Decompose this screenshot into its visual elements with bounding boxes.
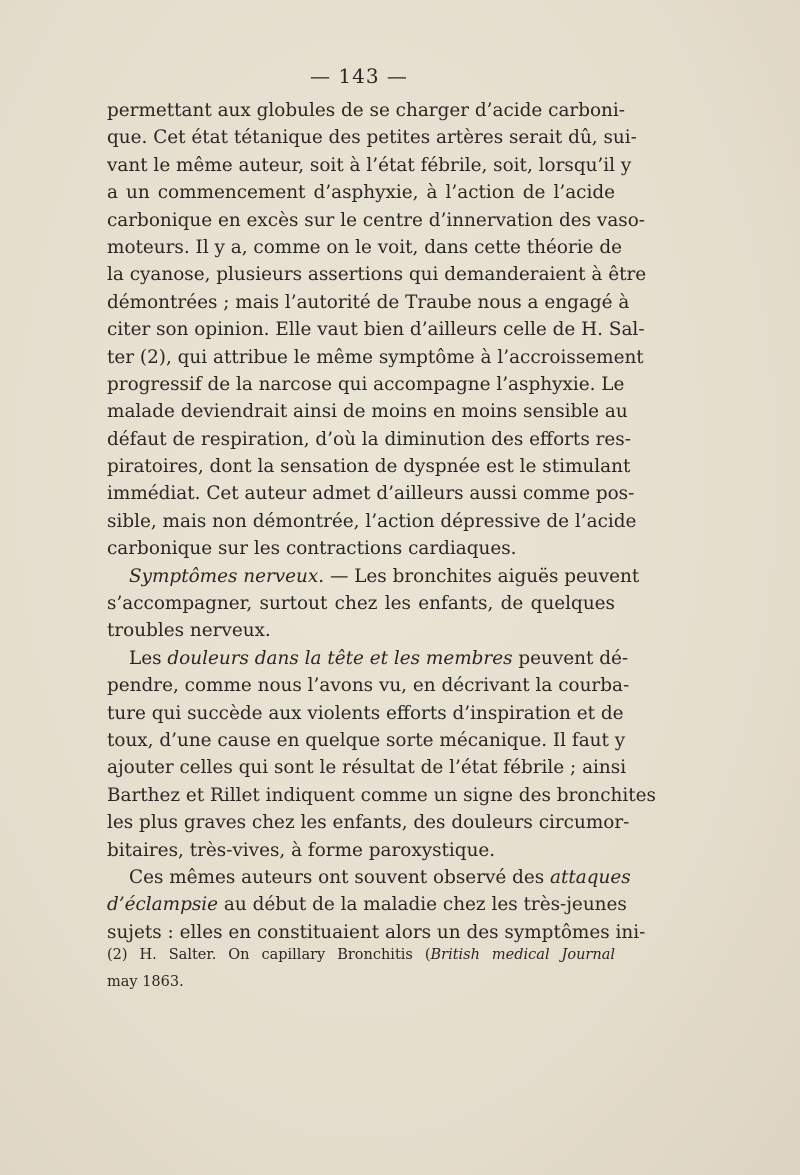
text-segment: au début de la maladie chez les très-jeunes — [218, 894, 627, 916]
text-segment: sujets : elles en constituaient alors un des symptômes ini- — [107, 921, 646, 943]
text-line-1 — [107, 97, 625, 124]
text-segment: que. Cet état tétanique des petites artères serait dû, sui- — [107, 127, 637, 149]
text-segment: vant le même auteur, soit à l’état fébrile, soit, lorsqu’il y — [107, 154, 632, 176]
text-segment: a un commencement d’asphyxie, à l’action de l’acide — [107, 182, 615, 204]
text-line-19 — [107, 590, 615, 617]
text-segment: démontrées ; mais l’autorité de Traube nous a engagé à — [107, 291, 630, 313]
text-segment: immédiat. Cet auteur admet d’ailleurs aussi comme pos- — [107, 483, 635, 505]
text-segment: troubles nerveux. — [107, 620, 271, 642]
text-segment: la cyanose, plusieurs assertions qui demanderaient à être — [107, 264, 647, 286]
text-segment: permettant aux globules de se charger d’acide carboni- — [107, 100, 625, 121]
text-line-4 — [107, 179, 615, 206]
text-segment-italic: attaques — [550, 866, 631, 888]
text-segment: — Les bronchites aiguës peuvent — [324, 565, 640, 587]
text-line-10 — [107, 344, 644, 371]
footnote-line-1 — [107, 945, 615, 972]
text-segment: ter (2), qui attribue le même symptôme à l’accroissement — [107, 346, 644, 368]
footnote — [107, 945, 615, 1000]
text-line-27 — [107, 809, 630, 836]
text-line-5 — [107, 207, 646, 234]
text-line-31 — [107, 919, 646, 946]
text-segment: ture qui succède aux violents efforts d’inspiration et de — [107, 702, 624, 724]
text-segment: moteurs. Il y a, comme on le voit, dans cette théorie de — [107, 236, 623, 258]
text-line-8 — [107, 289, 630, 316]
footnote-line-2 — [107, 972, 615, 999]
text-line-30 — [107, 891, 627, 918]
text-line-25 — [107, 754, 627, 781]
text-segment: carbonique en excès sur le centre d’innervation des vaso- — [107, 209, 646, 231]
page-number: — 143 — — [310, 64, 408, 88]
text-line-11 — [107, 371, 625, 398]
text-segment: carbonique sur les contractions cardiaques. — [107, 538, 517, 560]
text-segment: sible, mais non démontrée, l’action dépressive de l’acide — [107, 510, 637, 532]
footnote-segment-italic: British medical Journal — [430, 947, 615, 963]
text-line-12 — [107, 398, 628, 425]
text-segment: peuvent dé- — [512, 647, 629, 669]
text-segment: Ces mêmes auteurs ont souvent observé des — [129, 866, 551, 888]
text-line-24 — [107, 727, 626, 754]
text-line-17 — [107, 535, 615, 562]
text-line-13 — [107, 426, 631, 453]
body-text — [107, 97, 656, 946]
footnote-segment: (2) H. Salter. On capillary Bronchitis ( — [107, 947, 431, 963]
footnote-segment: may 1863. — [107, 974, 184, 991]
text-segment: pendre, comme nous l’avons vu, en décrivant la courba- — [107, 675, 630, 697]
text-line-20 — [107, 617, 615, 644]
text-segment: citer son opinion. Elle vaut bien d’ailleurs celle de H. Sal- — [107, 319, 645, 341]
text-line-14 — [107, 453, 631, 480]
text-segment: bitaires, très-vives, à forme paroxystique. — [107, 839, 496, 861]
text-line-15 — [107, 480, 635, 507]
text-line-23 — [107, 700, 624, 727]
text-segment: toux, d’une cause en quelque sorte mécanique. Il faut y — [107, 729, 626, 751]
text-line-29 — [107, 864, 631, 891]
text-segment: Les — [129, 647, 168, 669]
text-line-7 — [107, 261, 647, 288]
text-line-2 — [107, 124, 637, 151]
text-segment: piratoires, dont la sensation de dyspnée est le stimulant — [107, 456, 631, 478]
text-segment: Barthez et Rillet indiquent comme un signe des bronchites — [107, 784, 656, 806]
text-line-18 — [107, 563, 640, 590]
text-segment: malade deviendrait ainsi de moins en moins sensible au — [107, 401, 628, 423]
text-segment-italic: d’éclampsie — [107, 894, 219, 916]
text-segment: les plus graves chez les enfants, des douleurs circumor- — [107, 812, 630, 834]
text-line-26 — [107, 782, 656, 809]
text-line-22 — [107, 672, 630, 699]
text-segment-italic: douleurs dans la tête et les membres — [167, 647, 513, 669]
text-line-16 — [107, 508, 637, 535]
text-segment: progressif de la narcose qui accompagne l’asphyxie. Le — [107, 373, 625, 395]
text-segment: défaut de respiration, d’où la diminution des efforts res- — [107, 428, 631, 450]
text-segment: s’accompagner, surtout chez les enfants, de quelques — [107, 593, 615, 615]
section-heading: Symptômes nerveux. — [129, 565, 325, 587]
text-segment: ajouter celles qui sont le résultat de l’état fébrile ; ainsi — [107, 757, 627, 779]
text-line-6 — [107, 234, 623, 261]
text-line-21 — [107, 645, 629, 672]
text-line-3 — [107, 152, 632, 179]
text-line-28 — [107, 837, 615, 864]
text-line-9 — [107, 316, 645, 343]
